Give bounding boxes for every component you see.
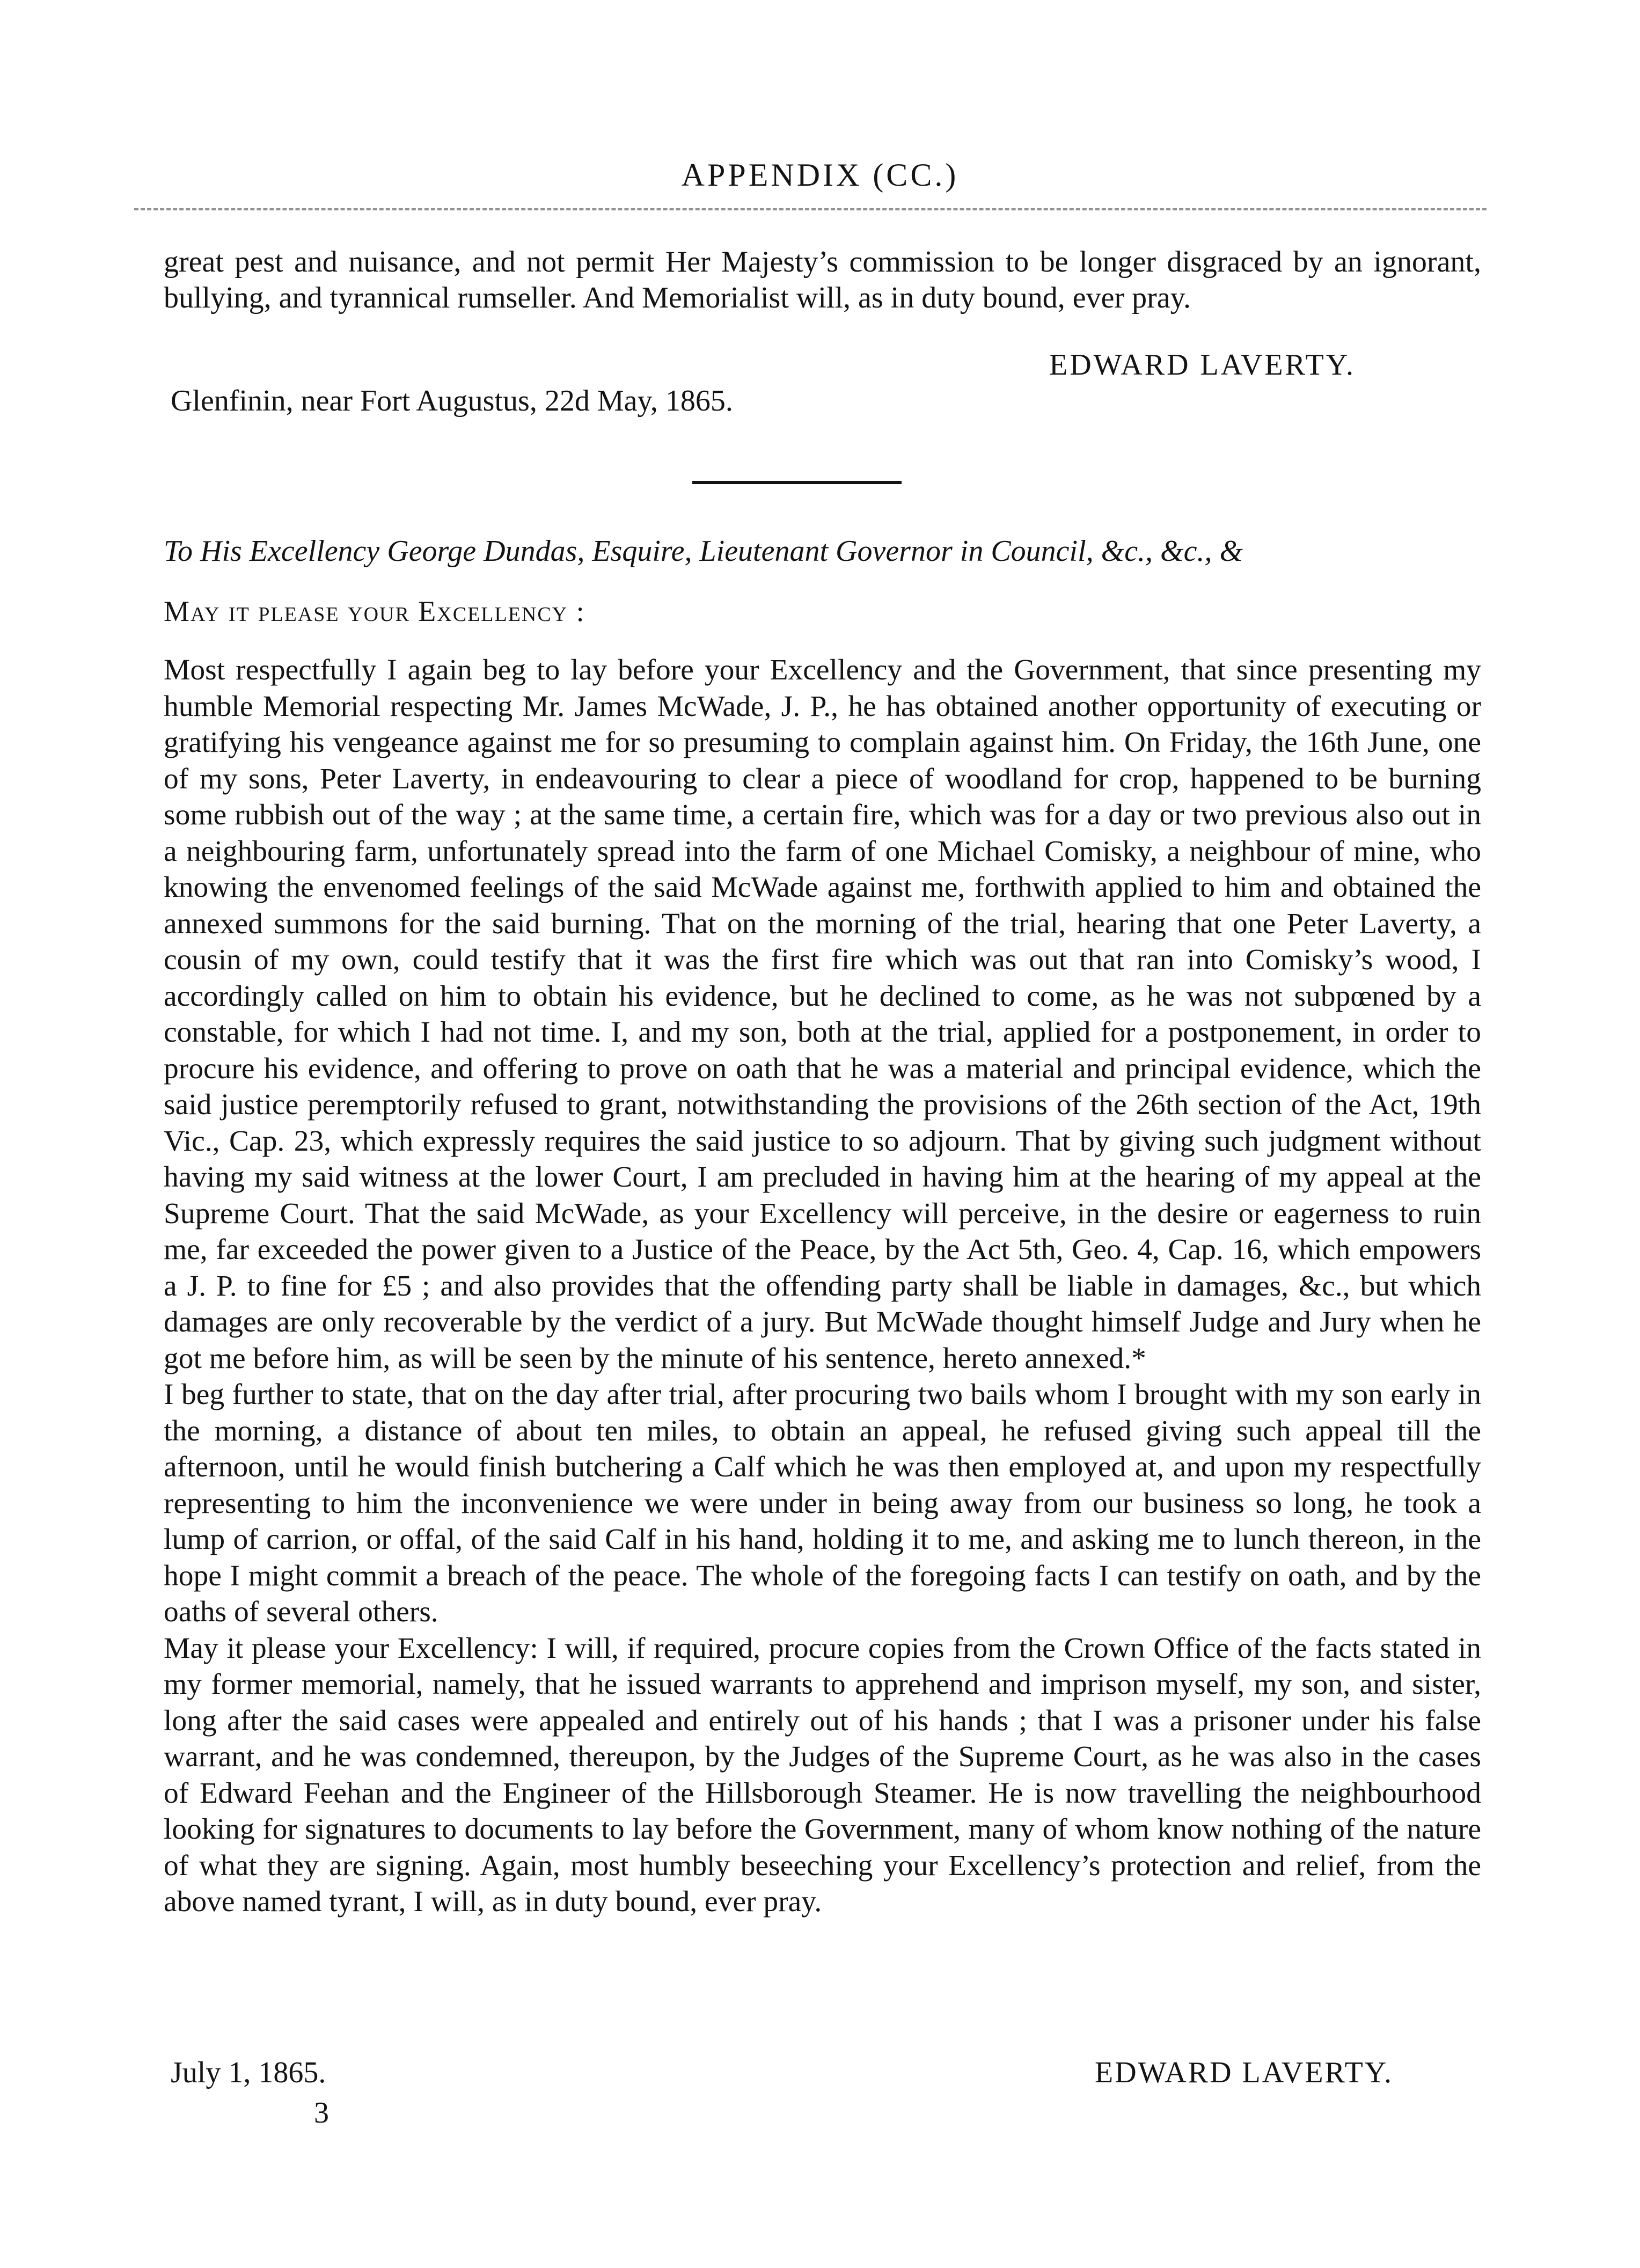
header-rule: [134, 208, 1487, 210]
first-letter-closing: [164, 244, 1481, 316]
first-letter-place-date: Glenfinin, near Fort Augustus, 22d May, 1865.: [171, 384, 733, 418]
first-letter-signature: EDWARD LAVERTY.: [1049, 348, 1356, 382]
page-title: APPENDIX (CC.): [681, 157, 959, 193]
page-number: 3: [314, 2096, 329, 2130]
letter-body: [164, 652, 1481, 1920]
letter-paragraph-3: May it please your Excellency: I will, if required, procure copies from the Crown Office of the facts stated in my former memorial, namely, that he issued warrants to apprehend and imprison myself, my son, and sister, long after the said cases were appealed and entirely out of his hands ; that I was a prisoner under his false warrant, and he was condemned, thereupon, by the Judges of the Supreme Court, as he was also in the cases of Edward Feehan and the Engineer of the Hillsborough Steamer. He is now travelling the neighbourhood looking for signatures to documents to lay before the Government, many of whom know nothing of the nature of what they are signing. Again, most humbly beseeching your Excellency’s protection and relief, from the above named tyrant, I will, as in duty bound, ever pray.: [164, 1632, 1481, 1918]
letter-paragraph-1: Most respectfully I again beg to lay before your Excellency and the Government, that since presenting my humble Memorial respecting Mr. James McWade, J. P., he has obtained another opportunity of executing or gratifying his vengeance against me for so presuming to complain against him. On Friday, the 16th June, one of my sons, Peter Laverty, in endeavouring to clear a piece of woodland for crop, happened to be burning some rubbish out of the way ; at the same time, a certain fire, which was for a day or two previous also out in a neighbouring farm, unfortunately spread into the farm of one Michael Comisky, a neighbour of mine, who knowing the envenomed feelings of the said McWade against me, forthwith applied to him and obtained the annexed summons for the said burning. That on the morning of the trial, hearing that one Peter Laverty, a cousin of my own, could testify that it was the first fire which was out that ran into Comisky’s wood, I accordingly called on him to obtain his evidence, but he declined to come, as he was not subpœned by a constable, for which I had not time. I, and my son, both at the trial, applied for a postponement, in order to procure his evidence, and offering to prove on oath that he was a material and principal evidence, which the said justice peremptorily refused to grant, notwithstanding the provisions of the 26th section of the Act, 19th Vic., Cap. 23, which expressly requires the said justice to so adjourn. That by giving such judgment without having my said witness at the lower Court, I am precluded in having him at the hearing of my appeal at the Supreme Court. That the said McWade, as your Excellency will perceive, in the desire or eagerness to ruin me, far exceeded the power given to a Justice of the Peace, by the Act 5th, Geo. 4, Cap. 16, which empowers a J. P. to fine for £5 ; and also provides that the offending party shall be liable in damages, &c., but which damages are only recoverable by the verdict of a jury. But McWade thought himself Judge and Jury when he got me before him, as will be seen by the minute of his sentence, hereto annexed.*: [164, 654, 1481, 1375]
section-divider: [692, 481, 902, 484]
letter-salutation: May it please your Excellency :: [164, 595, 585, 627]
letter-date: July 1, 1865.: [171, 2056, 326, 2089]
first-letter-text: great pest and nuisance, and not permit Her Majesty’s commission to be longer disgraced by an ignorant, bullying, and tyrannical rumseller. And Memorialist will, as in duty bound, ever pray.: [164, 245, 1481, 314]
letter-address: To His Excellency George Dundas, Esquire, Lieutenant Governor in Council, &c., &c., &: [164, 535, 1243, 568]
letter-signature: EDWARD LAVERTY.: [1095, 2056, 1394, 2089]
letter-paragraph-2: I beg further to state, that on the day after trial, after procuring two bails whom I brought with my son early in the morning, a distance of about ten miles, to obtain an appeal, he refused giving such appeal till the afternoon, until he would finish butchering a Calf which he was then employed at, and upon my respectfully representing to him the inconvenience we were under in being away from our business so long, he took a lump of carrion, or offal, of the said Calf in his hand, holding it to me, and asking me to lunch thereon, in the hope I might commit a breach of the peace. The whole of the foregoing facts I can testify on oath, and by the oaths of several others.: [164, 1378, 1481, 1628]
